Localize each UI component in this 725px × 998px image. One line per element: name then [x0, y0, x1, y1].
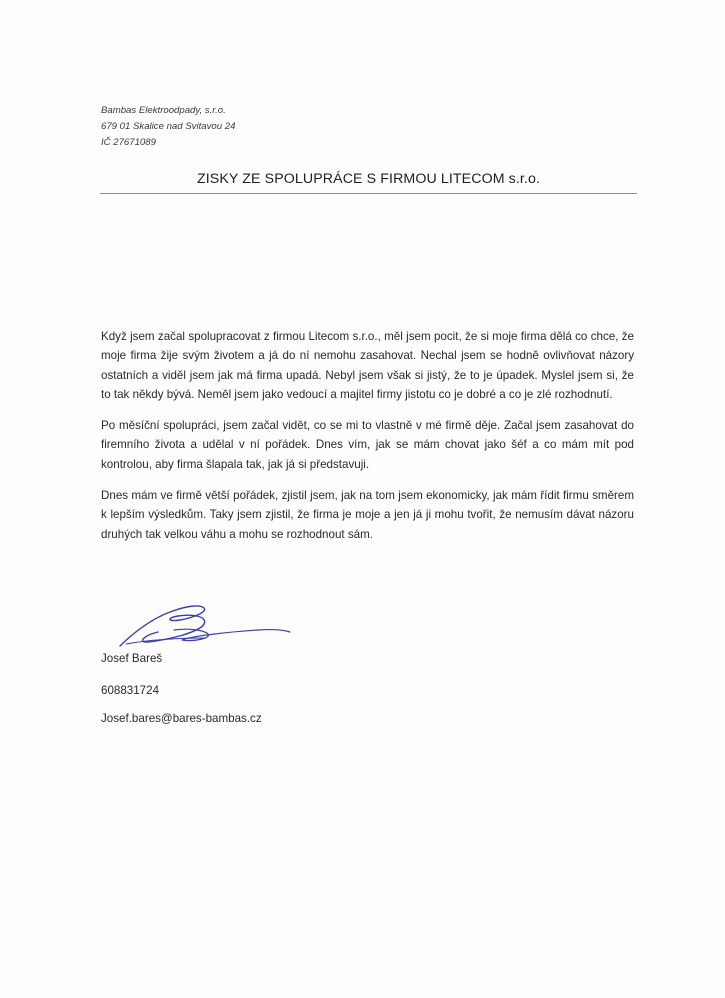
paragraph-2: Po měsíční spolupráci, jsem začal vidět, co se mi to vlastně v mé firmě děje. Začal jsem zasahovat do firemního života a udělal v ní pořádek. Dnes vím, jak se mám chovat jako šéf a co mám mít pod kontrolou, aby firma šlapala tak, jak já si představuji.: [101, 419, 634, 471]
sender-block: [101, 103, 235, 151]
signer-name: Josef Bareš: [101, 652, 163, 665]
signer-phone: 608831724: [101, 684, 160, 697]
letter-title: ZISKY ZE SPOLUPRÁCE S FIRMOU LITECOM s.r.o.: [196, 171, 541, 187]
sender-address: 679 01 Skalice nad Svitavou 24: [101, 121, 236, 132]
paragraph-3: Dnes mám ve firmě větší pořádek, zjistil jsem, jak na tom jsem ekonomicky, jak mám řídit firmu směrem k lepším výsledkům. Taky jsem zjistil, že firma je moje a jen já ji mohu tvořit, že nemusím dávat názoru druhých tak velkou váhu a mohu se rozhodnout sám.: [101, 489, 634, 541]
paragraph-1: Když jsem začal spolupracovat z firmou Litecom s.r.o., měl jsem pocit, že si moje firma dělá co chce, že moje firma žije svým životem a já do ní nemohu zasahovat. Nechal jsem se hodně ovlivňovat názory ostatních a viděl jsem jak má firma upadá. Nebyl jsem však si jistý, že to je úpadek. Myslel jsem si, že to tak někdy bývá. Neměl jsem jako vedoucí a majitel firmy jistotu co je dobré a co je zlé rozhodnutí.: [101, 330, 634, 401]
sender-ico: IČ 27671089: [101, 137, 156, 148]
letter-body: [101, 327, 634, 556]
sender-company: Bambas Elektroodpady, s.r.o.: [101, 105, 226, 116]
signer-email: Josef.bares@bares-bambas.cz: [101, 712, 262, 725]
handwritten-signature: [108, 600, 293, 652]
title-divider: [100, 193, 637, 194]
